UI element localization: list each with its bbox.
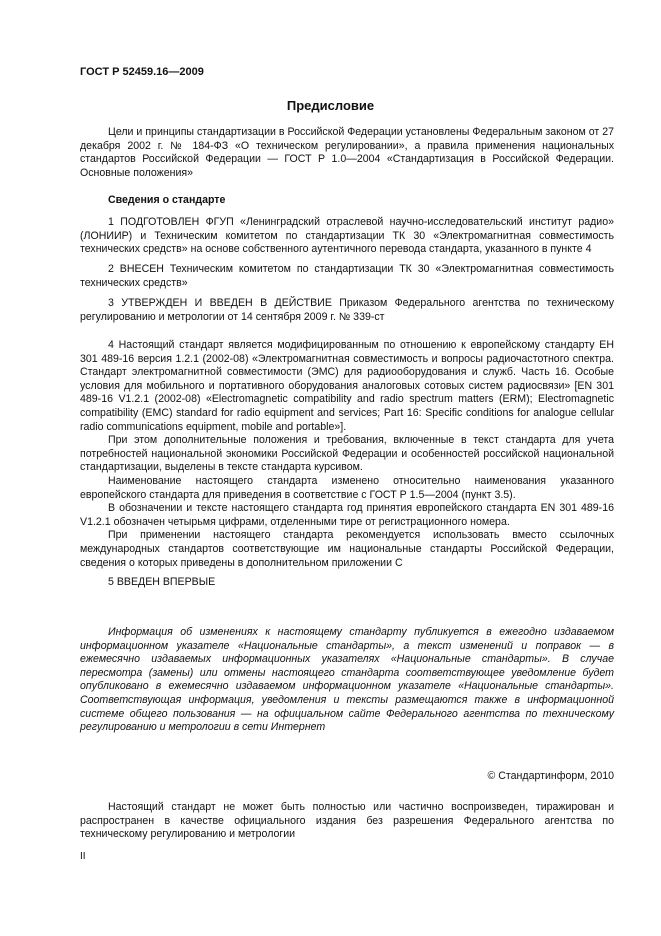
item-4-para-2: При этом дополнительные положения и требования, включенные в текст стандарта для учета потребностей национальной экономики Российской Федерации и особенностей российской национальной стандартизации, выделены в тексте стандарта курсивом. <box>80 434 614 474</box>
item-4-para-5: При применении настоящего стандарта рекомендуется использовать вместо ссылочных международных стандартов соответствующие им национальные стандарты Российской Федерации, сведения о которых приведены в дополнительном приложении С <box>80 529 614 569</box>
item-5-text: 5 ВВЕДЕН ВПЕРВЫЕ <box>108 576 216 588</box>
item-4 <box>80 339 614 570</box>
copyright-line: © Стандартинформ, 2010 <box>487 770 614 782</box>
information-notice-text: Информация об изменениях к настоящему стандарту публикуется в ежегодно издаваемом информационном указателе «Национальные стандарты», а текст изменений и поправок — в ежемесячно издаваемых информационных указателях «Национальные стандарты». В случае пересмотра (замены) или отмены настоящего стандарта соответствующее уведомление будет опубликовано в ежемесячно издаваемом информационном указателе «Национальные стандарты». Соответствующая информация, уведомления и тексты размещаются также в информационной системе общего пользования — на официальном сайте Федерального агентства по техническому регулированию и метрологии в сети Интернет <box>80 626 614 734</box>
reproduction-notice-text: Настоящий стандарт не может быть полностью или частично воспроизведен, тиражирован и распространен в качестве официального издания без разрешения Федерального агентства по техническому регулированию и метрологии <box>80 801 614 841</box>
item-2 <box>80 263 614 290</box>
page-title: Предисловие <box>286 98 375 113</box>
about-heading: Сведения о стандарте <box>108 194 226 206</box>
standard-code-header: ГОСТ Р 52459.16—2009 <box>80 66 204 78</box>
information-notice <box>80 626 614 735</box>
item-5 <box>80 576 614 590</box>
about-heading-block <box>80 194 614 208</box>
reproduction-notice <box>80 801 614 842</box>
item-3 <box>80 297 614 324</box>
item-4-para-3: Наименование настоящего стандарта изменено относительно наименования указанного европейского стандарта для приведения в соответствие с ГОСТ Р 1.5—2004 (пункт 3.5). <box>80 474 614 501</box>
item-3-text: 3 УТВЕРЖДЕН И ВВЕДЕН В ДЕЙСТВИЕ Приказом Федерального агентства по техническому регулированию и метрологии от 14 сентября 2009 г. № 339-ст <box>80 297 614 323</box>
item-1 <box>80 216 614 257</box>
item-4-para-4: В обозначении и тексте настоящего стандарта год принятия европейского стандарта EN 301 489-16 V1.2.1 обозначен четырьмя цифрами, отделенными тире от регистрационного номера. <box>80 502 614 528</box>
intro-paragraph <box>80 126 614 180</box>
item-2-text: 2 ВНЕСЕН Техническим комитетом по стандартизации ТК 30 «Электромагнитная совместимость технических средств» <box>80 263 614 289</box>
item-1-text: 1 ПОДГОТОВЛЕН ФГУП «Ленинградский отраслевой научно-исследовательский институт радио» (ЛОНИИР) и Техническим комитетом по стандартизации ТК 30 «Электромагнитная совместимость технических средств» на основе собственного аутентичного перевода стандарта, указанного в пункте 4 <box>80 216 614 256</box>
page-number: II <box>80 851 86 862</box>
item-4-text: 4 Настоящий стандарт является модифицированным по отношению к европейскому стандарту ЕН 301 489-16 версия 1.2.1 (2002-08) «Электромагнитная совместимость и вопросы радиочастотного спектра. Стандарт электромагнитной совместимости (ЭМС) для радиооборудования и служб. Часть 16. Особые условия для мобильного и портативного оборудования аналоговых сотовых систем радиосвязи» [EN 301 489-16 V1.2.1 (2002-08) «Electromagnetic compatibility and radio spectrum matters (ERM); Electromagnetic compatibility (EMC) standard for radio equipment and services; Part 16: Specific conditions for analogue cellular radio communications equipment, mobile and portable»]. <box>80 339 614 433</box>
intro-text: Цели и принципы стандартизации в Российской Федерации установлены Федеральным законом от 27 декабря 2002 г. № 184-ФЗ «О техническом регулировании», а правила применения национальных стандартов Российской Федерации — ГОСТ Р 1.0—2004 «Стандартизация в Российской Федерации. Основные положения» <box>80 126 614 179</box>
